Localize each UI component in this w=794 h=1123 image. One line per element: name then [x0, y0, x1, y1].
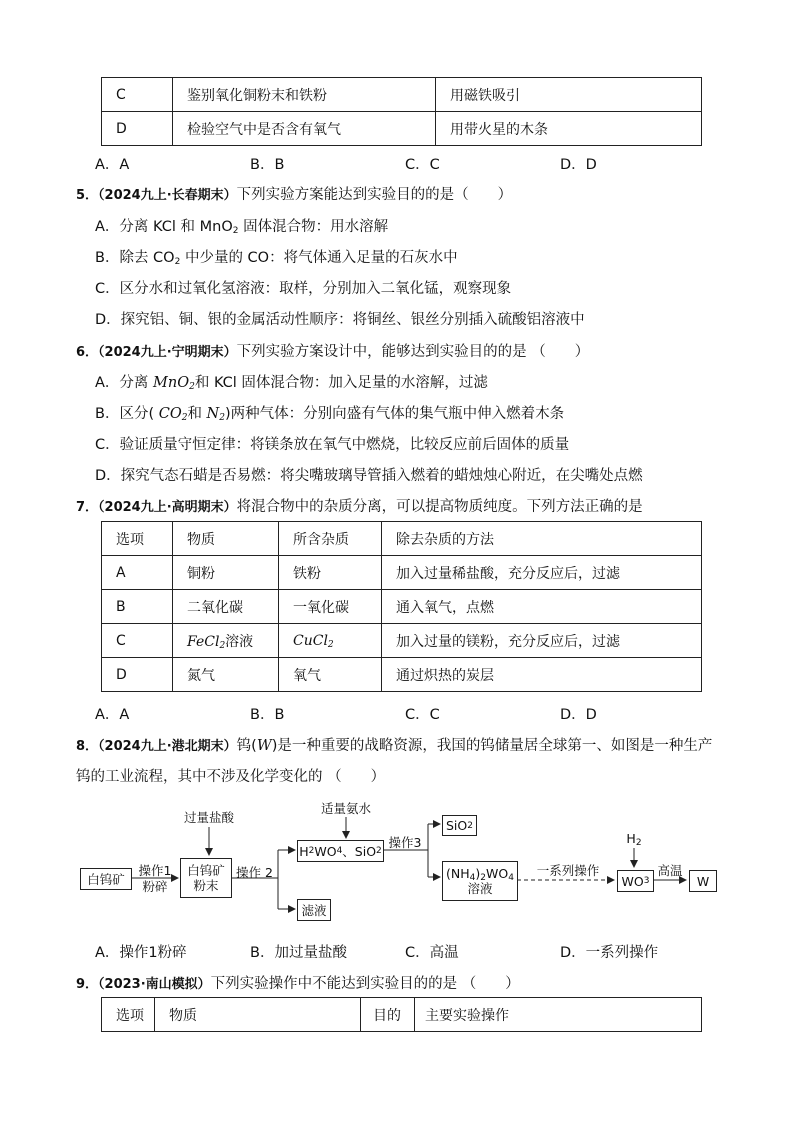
- q9-table: [101, 997, 702, 1032]
- mixture-box: H 2 WO 4 、SiO 2: [297, 840, 384, 862]
- table-header: 物质: [173, 522, 279, 556]
- table-cell: C: [102, 78, 173, 112]
- table-cell: 鉴别氧化铜粉末和铁粉: [173, 78, 436, 112]
- question-text: )是一种重要的战略资源，我国的钨储量居全球第一、如图是一种生产: [271, 738, 713, 754]
- option-d: D．一系列操作: [560, 945, 659, 961]
- formula: N: [206, 406, 220, 422]
- formula: CO: [158, 406, 182, 422]
- op1-label: 操作1: [138, 863, 172, 878]
- box-text: 白钨矿: [187, 863, 225, 878]
- question-text: 钨(: [236, 738, 257, 754]
- option-d: D．D: [560, 707, 597, 723]
- option-b: B．加过量盐酸: [250, 945, 347, 961]
- table-cell: 用带火星的木条: [436, 112, 702, 146]
- table-cell: 通入氧气，点燃: [382, 590, 702, 624]
- question-number: 6．: [76, 345, 99, 360]
- q6-option-d: D．探究气态石蜡是否易燃：将尖嘴玻璃导管插入燃着的蜡烛烛心附近，在尖嘴处点燃: [95, 468, 643, 484]
- table-cell: B: [102, 590, 173, 624]
- option-c: C．C: [405, 707, 440, 723]
- table-header: 除去杂质的方法: [382, 522, 702, 556]
- op2-label: 操作 2: [236, 865, 273, 880]
- option-text: A．分离 KCl 和 MnO: [95, 219, 233, 235]
- option-text: 和: [187, 406, 207, 422]
- formula: WO: [486, 866, 509, 881]
- table-cell: 铜粉: [173, 556, 279, 590]
- h2-label: [622, 832, 646, 846]
- subscript: 4: [469, 873, 476, 883]
- formula: CuCl: [293, 632, 328, 649]
- cell-text: 溶液: [225, 633, 254, 650]
- subscript: 2: [189, 382, 195, 392]
- question-text: 下列实验方案能达到实验目的的是（ ）: [236, 187, 513, 203]
- ammonium-tungstate-box: [442, 861, 518, 901]
- question-text: 将混合物中的杂质分离，可以提高物质纯度。下列方法正确的是: [236, 499, 643, 515]
- powder-box: [180, 858, 232, 898]
- table-cell: 氧气: [279, 658, 382, 692]
- subscript: 2: [174, 257, 181, 267]
- q6-option-c: C．验证质量守恒定律：将镁条放在氧气中燃烧，比较反应前后固体的质量: [95, 437, 570, 453]
- formula: 、SiO: [342, 843, 377, 859]
- table-cell: C: [102, 624, 173, 658]
- question-text: 下列实验操作中不能达到实验目的的是 （ ）: [210, 976, 520, 992]
- subscript: 2: [327, 639, 334, 650]
- option-c: C．高温: [405, 945, 459, 961]
- question-text: 下列实验方案设计中，能够达到实验目的的是 （ ）: [236, 344, 590, 360]
- table-cell: 加入过量稀盐酸，充分反应后，过滤: [382, 556, 702, 590]
- table-header: 选项: [102, 522, 173, 556]
- subscript: 2: [635, 838, 642, 848]
- option-b: B．B: [250, 707, 285, 723]
- option-d: D．D: [560, 157, 597, 173]
- table-header: 选项: [102, 998, 155, 1032]
- table-header: 物质: [155, 998, 361, 1032]
- table-header: 目的: [361, 998, 415, 1032]
- option-text: 中少量的 CO：将气体通入足量的石灰水中: [180, 250, 458, 266]
- table-cell: 检验空气中是否含有氧气: [173, 112, 436, 146]
- table-header: 主要实验操作: [415, 998, 702, 1032]
- subscript: 4: [508, 873, 514, 883]
- question-source: （2024九上·高明期末）: [98, 500, 237, 515]
- question-source: （2024九上·宁明期末）: [98, 345, 237, 360]
- formula: H: [299, 843, 309, 859]
- option-b: B．B: [250, 157, 285, 173]
- op3-label: 操作3: [388, 835, 422, 850]
- formula: W: [256, 738, 272, 754]
- table-cell: 加入过量的镁粉，充分反应后，过滤: [382, 624, 702, 658]
- formula: H: [626, 831, 636, 846]
- table-cell: A: [102, 556, 173, 590]
- formula-line: [446, 866, 514, 881]
- q5-option-c: C．区分水和过氧化氢溶液：取样，分别加入二氧化锰，观察现象: [95, 281, 512, 297]
- option-text: A．分离: [95, 375, 154, 391]
- ore-box: 白钨矿: [80, 868, 132, 890]
- formula: WO: [314, 843, 337, 859]
- formula: WO: [621, 873, 644, 889]
- table-cell: 二氧化碳: [173, 590, 279, 624]
- question-9-stem: [76, 972, 520, 993]
- table-cell: 铁粉: [279, 556, 382, 590]
- sio2-box: SiO 2: [442, 815, 477, 836]
- option-a: A．A: [95, 157, 130, 173]
- series-label: 一系列操作: [536, 863, 600, 878]
- question-number: 5．: [76, 188, 99, 203]
- option-text: B．区分(: [95, 406, 159, 422]
- table-cell: 通过炽热的炭层: [382, 658, 702, 692]
- q5-option-d: D．探究铝、铜、银的金属活动性顺序：将铜丝、银丝分别插入硫酸铝溶液中: [95, 312, 585, 328]
- ammonia-label: 适量氨水: [320, 801, 371, 816]
- option-a: A．A: [95, 707, 130, 723]
- tungsten-box: W: [689, 870, 717, 892]
- question-source: （2023·南山模拟）: [98, 977, 211, 992]
- hcl-label: 过量盐酸: [183, 810, 234, 825]
- op1-sub-label: 粉碎: [142, 879, 168, 894]
- formula: FeCl: [187, 633, 220, 650]
- subscript: 2: [232, 226, 239, 236]
- box-text: 粉末: [193, 878, 219, 893]
- table-cell: 一氧化碳: [279, 590, 382, 624]
- formula: SiO: [446, 818, 468, 833]
- table-cell: D: [102, 112, 173, 146]
- formula: (NH: [446, 866, 470, 881]
- formula: MnO: [153, 375, 190, 391]
- option-text: B．除去 CO: [95, 250, 175, 266]
- subscript: 2: [480, 873, 487, 883]
- question-number: 8．: [76, 739, 99, 754]
- option-text: 固体混合物：用水溶解: [238, 219, 389, 235]
- table-header-row: [102, 998, 702, 1032]
- wo3-box: WO 3: [617, 870, 654, 892]
- question-source: （2024九上·港北期末）: [98, 739, 237, 754]
- table-cell: 氮气: [173, 658, 279, 692]
- option-text: )两种气体：分别向盛有气体的集气瓶中伸入燃着木条: [224, 406, 565, 422]
- table-cell: D: [102, 658, 173, 692]
- subscript: 2: [219, 640, 226, 651]
- filtrate-box: 滤液: [297, 899, 331, 921]
- question-number: 9．: [76, 977, 99, 992]
- high-temp-label: 高温: [657, 863, 683, 878]
- subscript: 2: [181, 413, 188, 423]
- question-8-stem-line2: 钨的工业流程，其中不涉及化学变化的 （ ）: [76, 769, 386, 785]
- question-number: 7．: [76, 500, 99, 515]
- option-text: 和 KCl 固体混合物：加入足量的水溶解，过滤: [194, 375, 488, 391]
- option-c: C．C: [405, 157, 440, 173]
- box-text: 溶液: [467, 881, 493, 896]
- subscript: 2: [219, 413, 225, 423]
- option-a: A．操作1粉碎: [95, 945, 187, 961]
- table-header: 所含杂质: [279, 522, 382, 556]
- formula: ): [475, 866, 481, 881]
- question-source: （2024九上·长春期末）: [98, 188, 237, 203]
- table-cell: 用磁铁吸引: [436, 78, 702, 112]
